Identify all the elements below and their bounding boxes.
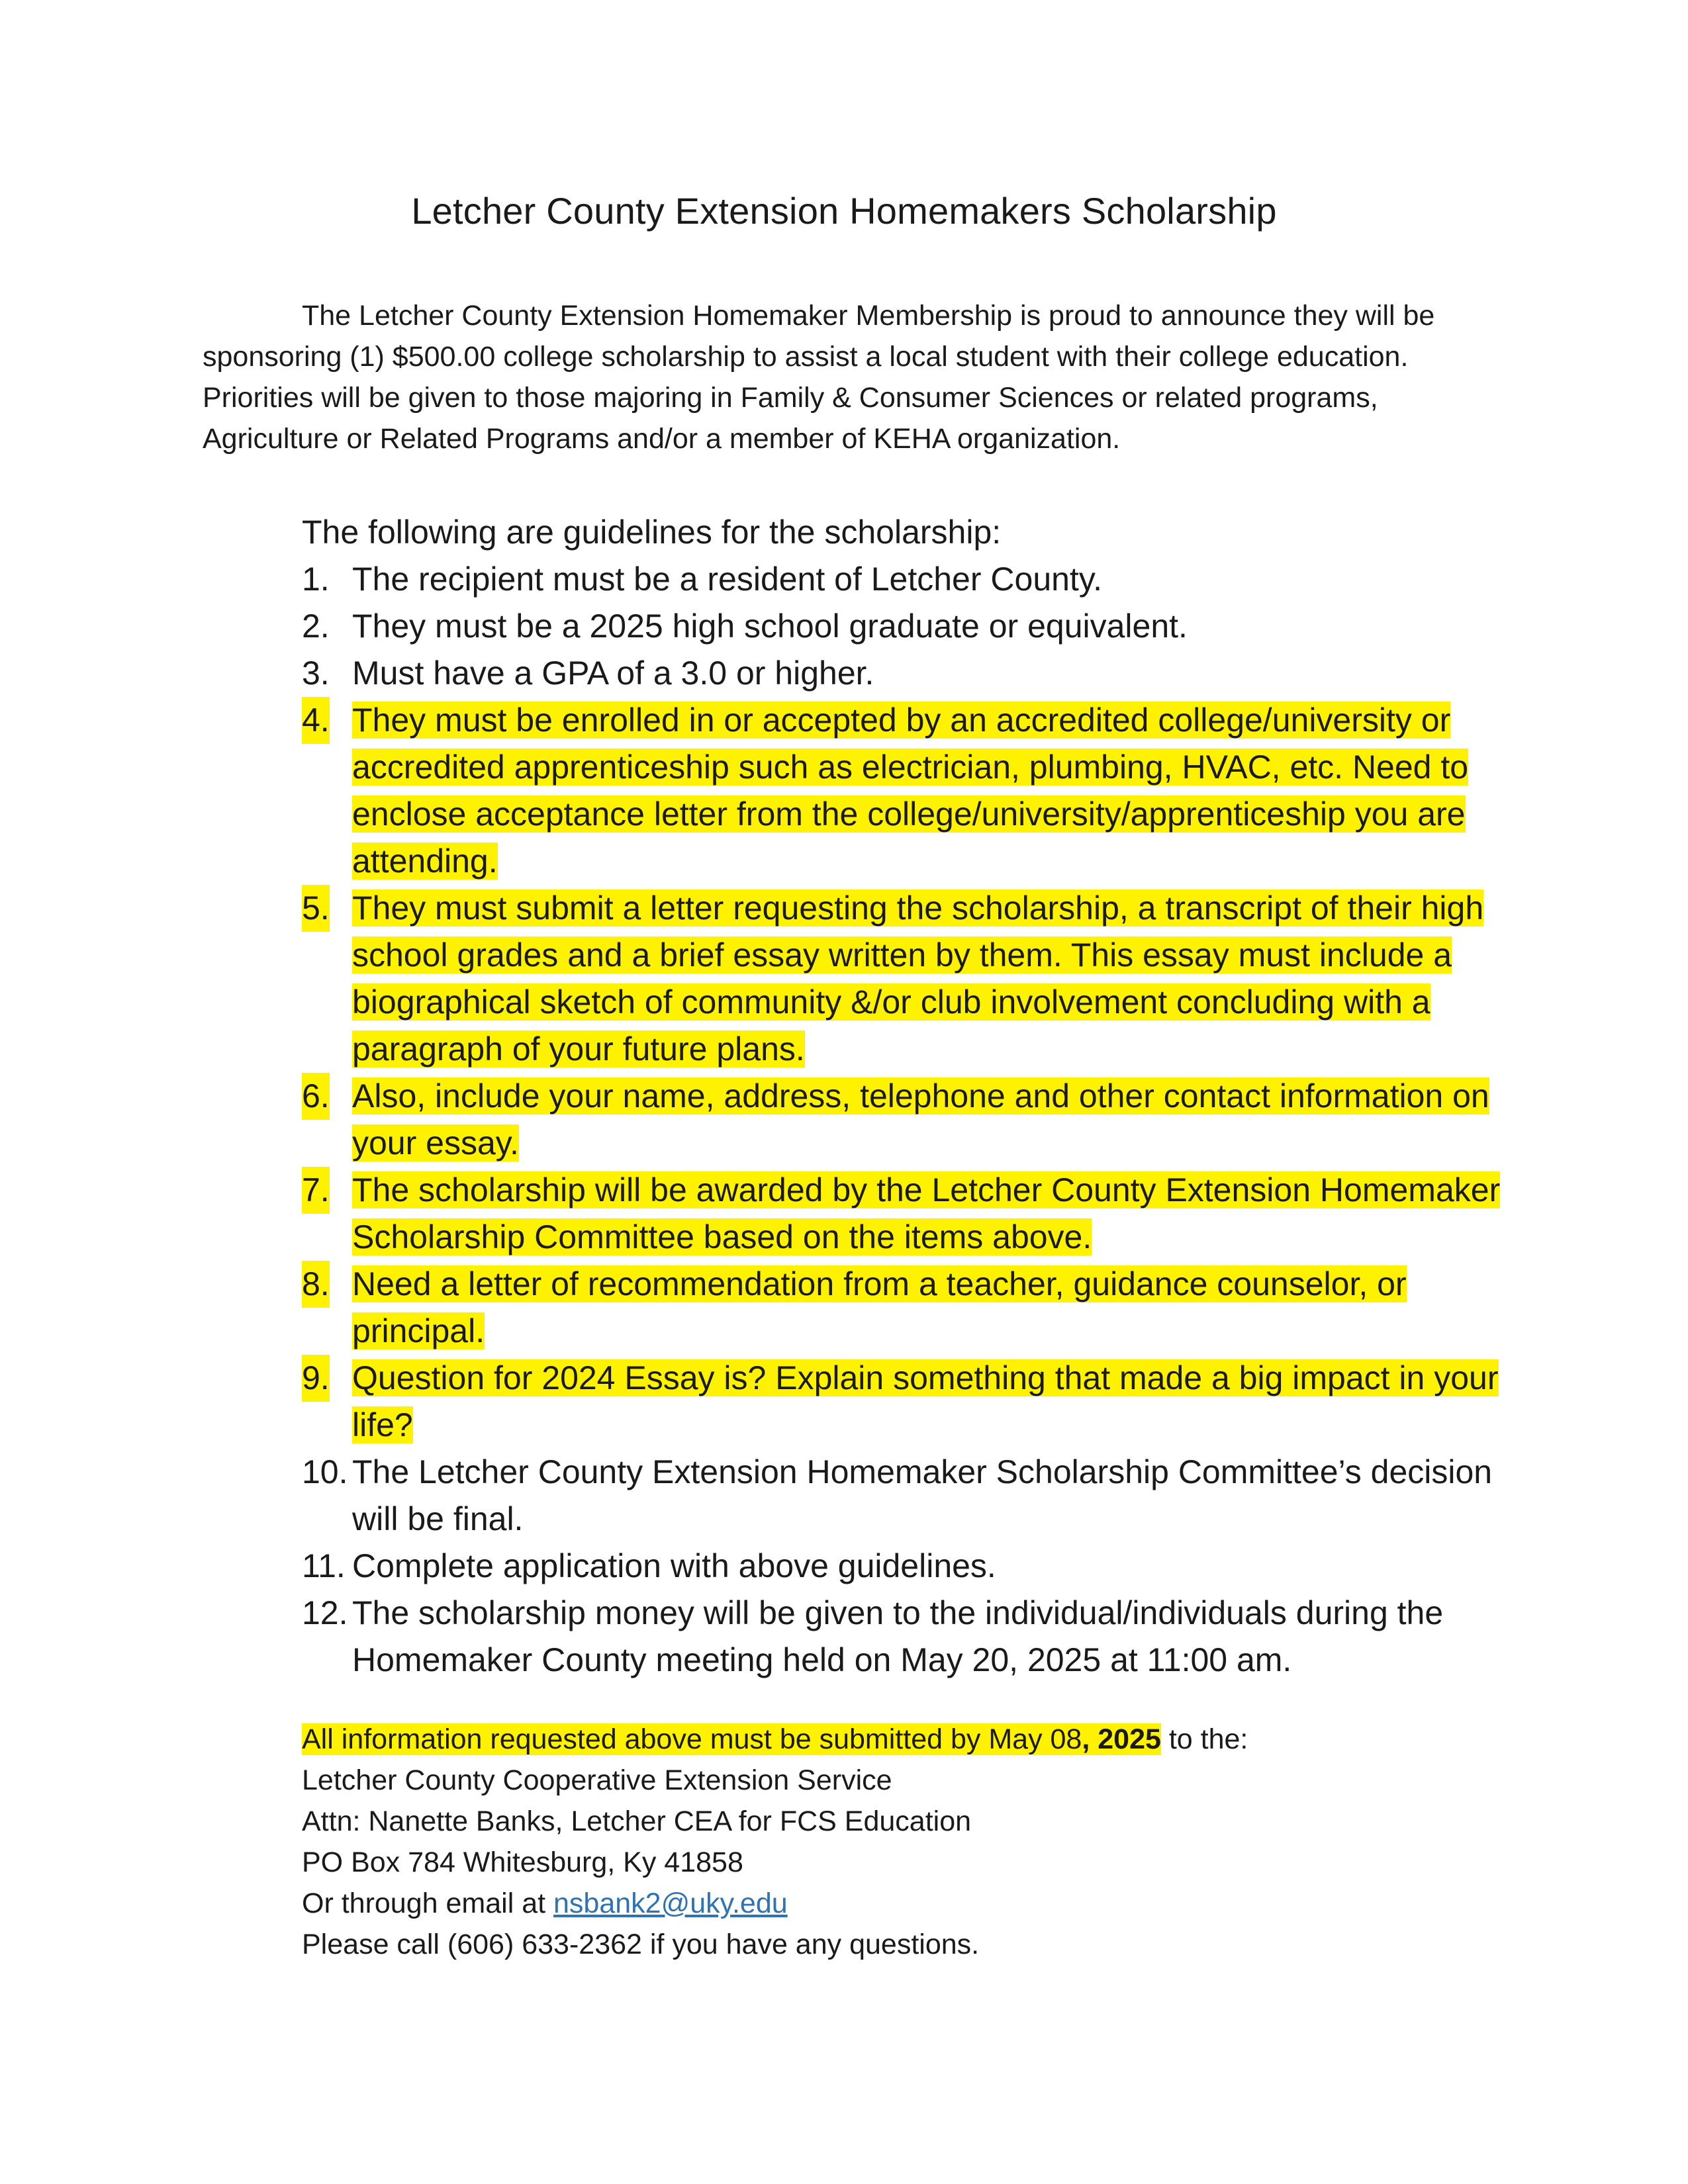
guideline-text: They must be a 2025 high school graduate or equivalent. — [352, 608, 1188, 645]
guideline-text: The recipient must be a resident of Letcher County. — [352, 561, 1103, 598]
guideline-number: 2. — [302, 608, 330, 645]
deadline-highlight — [302, 1723, 1161, 1755]
guideline-text: Must have a GPA of a 3.0 or higher. — [352, 655, 874, 692]
guideline-item-3 — [302, 650, 1507, 697]
guideline-number: 5. — [302, 885, 330, 932]
guidelines-section — [302, 508, 1507, 1684]
guideline-number: 7. — [302, 1167, 330, 1214]
guideline-number: 1. — [302, 561, 330, 598]
page-title: Letcher County Extension Homemakers Scholarship — [411, 190, 1277, 232]
guideline-item-6 — [302, 1073, 1507, 1167]
deadline-suffix: to the: — [1160, 1723, 1248, 1755]
guideline-item-1 — [302, 556, 1507, 603]
guidelines-heading: The following are guidelines for the scholarship: — [302, 514, 1002, 551]
guideline-number: 9. — [302, 1355, 330, 1402]
deadline-line — [302, 1719, 1507, 1760]
contact-email-line — [302, 1883, 1507, 1924]
guideline-text: Also, include your name, address, telephone and other contact information on your essay. — [352, 1077, 1489, 1161]
guideline-number: 3. — [302, 655, 330, 692]
guideline-number: 8. — [302, 1261, 330, 1308]
contact-phone: Please call (606) 633-2362 if you have any questions. — [302, 1929, 980, 1960]
guideline-item-4 — [302, 697, 1507, 885]
guideline-number: 6. — [302, 1073, 330, 1120]
deadline-prefix: All information requested above must be submitted by May 08 — [302, 1723, 1082, 1755]
email-link[interactable]: nsbank2@uky.edu — [553, 1888, 788, 1919]
guideline-item-2 — [302, 603, 1507, 650]
guideline-number: 4. — [302, 697, 330, 744]
guideline-item-11 — [302, 1543, 1507, 1590]
guideline-item-9 — [302, 1355, 1507, 1449]
contact-org: Letcher County Cooperative Extension Service — [302, 1764, 892, 1796]
contact-attn: Attn: Nanette Banks, Letcher CEA for FCS Education — [302, 1805, 972, 1837]
guidelines-list — [302, 556, 1507, 1684]
email-prefix: Or through email at — [302, 1888, 554, 1919]
guideline-item-5 — [302, 885, 1507, 1073]
deadline-year: , 2025 — [1082, 1723, 1161, 1755]
guideline-text: Complete application with above guidelines. — [352, 1547, 996, 1584]
intro-paragraph: The Letcher County Extension Homemaker Membership is proud to announce they will be sponsoring (1) $500.00 college scholarship to assist a local student with their college education. Priorities will be given to those majoring in Family & Consumer Sciences or related programs, Agriculture or Related Programs and/or a member of KEHA organization. — [203, 300, 1435, 455]
guideline-item-8 — [302, 1261, 1507, 1355]
guideline-text: They must submit a letter requesting the scholarship, a transcript of their high school grades and a brief essay written by them. This essay must include a biographical sketch of community &/or club involvement concluding with a paragraph of your future plans. — [352, 889, 1484, 1068]
guideline-text: Need a letter of recommendation from a teacher, guidance counselor, or principal. — [352, 1265, 1407, 1349]
guideline-item-7 — [302, 1167, 1507, 1261]
guideline-text: The scholarship will be awarded by the Letcher County Extension Homemaker Scholarship Committee based on the items above. — [352, 1171, 1501, 1255]
contact-address: PO Box 784 Whitesburg, Ky 41858 — [302, 1846, 743, 1878]
guideline-item-12 — [302, 1590, 1507, 1684]
guideline-number: 11. — [302, 1547, 346, 1584]
guideline-text: Question for 2024 Essay is? Explain something that made a big impact in your life? — [352, 1359, 1499, 1443]
guideline-text: The Letcher County Extension Homemaker Scholarship Committee’s decision will be final. — [352, 1453, 1493, 1537]
guideline-number: 10. — [302, 1453, 348, 1490]
guideline-number: 12. — [302, 1594, 348, 1631]
guideline-text: The scholarship money will be given to the individual/individuals during the Homemaker County meeting held on May 20, 2025 at 11:00 am. — [352, 1594, 1444, 1678]
guideline-text: They must be enrolled in or accepted by an accredited college/university or accredited apprenticeship such as electrician, plumbing, HVAC, etc. Need to enclose acceptance letter from the college/university/apprenticeship you are attending. — [352, 702, 1469, 880]
contact-block — [302, 1719, 1507, 1965]
guideline-item-10 — [302, 1449, 1507, 1543]
